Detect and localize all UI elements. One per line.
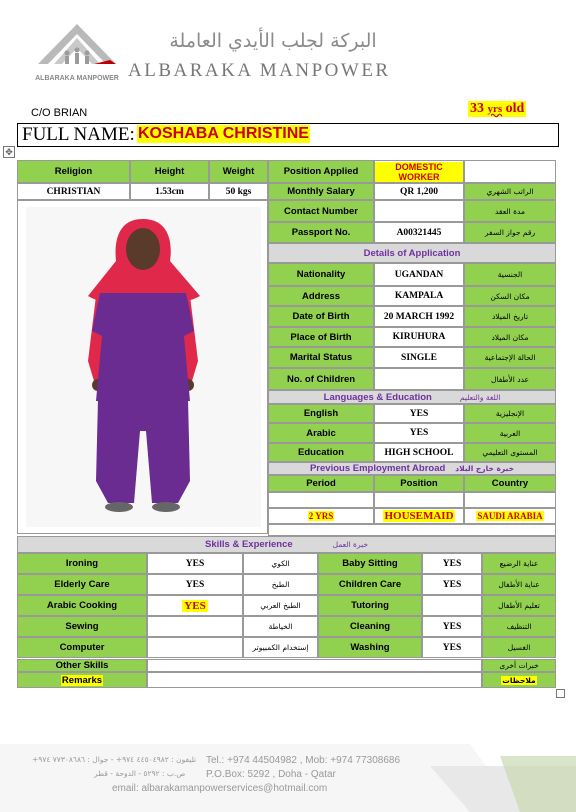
employment-country: SAUDI ARABIA — [477, 511, 543, 521]
detail-value: KAMPALA — [374, 286, 464, 306]
skill-value-text: YES — [185, 558, 205, 569]
period-header: Period — [268, 475, 374, 492]
remarks-arabic: ملاحظات — [502, 675, 536, 685]
employment-header-en: Previous Employment Abroad — [309, 463, 446, 474]
skill-arabic: الطبخ العربي — [243, 595, 318, 616]
religion-value: CHRISTIAN — [17, 183, 130, 200]
detail-value — [374, 368, 464, 390]
other-skills-arabic: خبرات أخرى — [482, 659, 556, 672]
skill-arabic: الكوي — [243, 553, 318, 574]
footer-phone: Tel.: +974 44504982 , Mob: +974 77308686 — [206, 755, 401, 766]
company-logo — [34, 20, 120, 94]
languages-section-header — [268, 390, 556, 404]
detail-arabic: الحالة الإجتماعية — [464, 347, 556, 368]
language-label: English — [268, 404, 374, 423]
details-section-header: Details of Application — [268, 243, 556, 263]
logo-text: ALBARAKA MANPOWER — [35, 75, 119, 82]
remarks-label-cell — [17, 672, 147, 688]
detail-value: 20 MARCH 1992 — [374, 306, 464, 327]
skill-arabic: الغسيل — [482, 637, 556, 658]
brand-english-name: ALBARAKA MANPOWER — [128, 60, 391, 81]
footer-po-box-arabic: ص.ب : ٥٢٩٢ - الدوحة - قطر — [94, 769, 186, 778]
empty-cell — [268, 492, 374, 508]
passport-label: Passport No. — [268, 222, 374, 243]
detail-value: SINGLE — [374, 347, 464, 368]
skill-label: Sewing — [17, 616, 147, 637]
detail-label: Place of Birth — [268, 327, 374, 347]
detail-value: UGANDAN — [374, 263, 464, 286]
skill-value: YES — [422, 616, 482, 637]
skill-arabic: تعليم الأطفال — [482, 595, 556, 616]
skill-label: Baby Sitting — [318, 553, 422, 574]
language-arabic: العربية — [464, 423, 556, 443]
employment-position-cell — [374, 508, 464, 524]
age-number: 33 — [470, 101, 484, 116]
skill-value-text: YES — [185, 579, 205, 590]
detail-arabic: مكان الميلاد — [464, 327, 556, 347]
employment-header-ar: خبرة خارج البلاد — [455, 464, 515, 473]
skill-value — [147, 595, 243, 616]
detail-label: No. of Children — [268, 368, 374, 390]
footer-po-box: P.O.Box: 5292 , Doha - Qatar — [206, 769, 336, 780]
skill-label: Cleaning — [318, 616, 422, 637]
table-move-handle-icon[interactable]: ✥ — [3, 146, 15, 158]
care-of-label: C/O BRIAN — [31, 107, 88, 119]
passport-value: A00321445 — [374, 222, 464, 243]
skill-arabic: الخياطة — [243, 616, 318, 637]
employment-period: 2 YRS — [308, 511, 334, 521]
passport-arabic: رقم جواز السفر — [464, 222, 556, 243]
language-arabic: الإنجليزية — [464, 404, 556, 423]
candidate-photo — [17, 200, 268, 534]
detail-label: Marital Status — [268, 347, 374, 368]
footer-phone-arabic: تليفون : ٤٤٥٠٤٩٨٢ ٩٧٤+ - جوال : ٧٧٣٠٨٦٨٦ ٩٧٤+ — [32, 755, 197, 764]
language-value: YES — [374, 423, 464, 443]
skill-label: Computer — [17, 637, 147, 658]
religion-header: Religion — [17, 160, 130, 183]
skills-header-en: Skills & Experience — [204, 539, 293, 550]
skill-label: Elderly Care — [17, 574, 147, 595]
contact-number-value — [374, 200, 464, 222]
other-skills-value — [147, 659, 482, 672]
skill-label: Ironing — [17, 553, 147, 574]
language-value: HIGH SCHOOL — [374, 443, 464, 462]
detail-arabic: عدد الأطفال — [464, 368, 556, 390]
employment-position: HOUSEMAID — [384, 510, 454, 522]
other-skills-label: Other Skills — [17, 659, 147, 672]
skill-label: Children Care — [318, 574, 422, 595]
skill-arabic: عناية الأطفال — [482, 574, 556, 595]
detail-arabic: مكان السكن — [464, 286, 556, 306]
age-unit: yrs — [487, 103, 503, 115]
position-applied-value: DOMESTIC WORKER — [375, 162, 463, 182]
skill-value: YES — [422, 553, 482, 574]
empty-cell — [464, 160, 556, 183]
detail-arabic: تاريخ الميلاد — [464, 306, 556, 327]
languages-header-ar: اللغة والتعليم — [459, 392, 501, 402]
employment-period-cell — [268, 508, 374, 524]
skill-value-text: YES — [184, 599, 206, 612]
country-header: Country — [464, 475, 556, 492]
detail-label: Address — [268, 286, 374, 306]
remarks-value — [147, 672, 482, 688]
height-value: 1.53cm — [130, 183, 209, 200]
contact-number-label: Contact Number — [268, 200, 374, 222]
full-name-value: KOSHABA CHRISTINE — [138, 125, 309, 142]
position-header: Position — [374, 475, 464, 492]
monthly-salary-label: Monthly Salary — [268, 183, 374, 200]
remarks-label: Remarks — [61, 674, 103, 686]
height-header: Height — [130, 160, 209, 183]
empty-cell — [464, 492, 556, 508]
skill-value — [147, 574, 243, 595]
monthly-salary-value: QR 1,200 — [374, 183, 464, 200]
position-applied-value-cell — [374, 160, 464, 183]
empty-row — [268, 524, 556, 536]
skills-section-header — [17, 536, 556, 553]
detail-value: KIRUHURA — [374, 327, 464, 347]
full-name-label: FULL NAME: — [22, 124, 135, 145]
skill-label: Arabic Cooking — [17, 595, 147, 616]
employment-country-cell — [464, 508, 556, 524]
empty-cell — [374, 492, 464, 508]
table-resize-handle[interactable] — [556, 689, 565, 698]
footer-email: email: albarakamanpowerservices@hotmail.com — [112, 783, 328, 794]
language-value: YES — [374, 404, 464, 423]
weight-header: Weight — [209, 160, 268, 183]
skill-value — [147, 553, 243, 574]
footer — [0, 726, 576, 812]
language-label: Education — [268, 443, 374, 462]
skill-value: YES — [422, 637, 482, 658]
brand-arabic-name: البركة لجلب الأيدي العاملة — [169, 30, 377, 52]
employment-section-header — [268, 462, 556, 475]
age-badge — [468, 101, 526, 117]
skill-label: Tutoring — [318, 595, 422, 616]
monthly-salary-arabic: الراتب الشهري — [464, 183, 556, 200]
position-applied-label: Position Applied — [268, 160, 374, 183]
detail-arabic: الجنسية — [464, 263, 556, 286]
skill-value — [147, 616, 243, 637]
age-suffix: old — [505, 101, 525, 116]
skills-header-ar: خبرة العمل — [332, 540, 369, 549]
detail-label: Date of Birth — [268, 306, 374, 327]
skill-arabic: عناية الرضيع — [482, 553, 556, 574]
languages-header-en: Languages & Education — [323, 391, 432, 403]
skill-arabic: إستخدام الكمبيوتر — [243, 637, 318, 658]
skill-label: Washing — [318, 637, 422, 658]
language-arabic: المستوى التعليمي — [464, 443, 556, 462]
skill-arabic: التنظيف — [482, 616, 556, 637]
detail-label: Nationality — [268, 263, 374, 286]
skill-value: YES — [422, 574, 482, 595]
contact-number-arabic: مدة العقد — [464, 200, 556, 222]
weight-value: 50 kgs — [209, 183, 268, 200]
skill-arabic: الطبخ — [243, 574, 318, 595]
remarks-arabic-cell — [482, 672, 556, 688]
language-label: Arabic — [268, 423, 374, 443]
skill-value — [422, 595, 482, 616]
skill-value — [147, 637, 243, 658]
